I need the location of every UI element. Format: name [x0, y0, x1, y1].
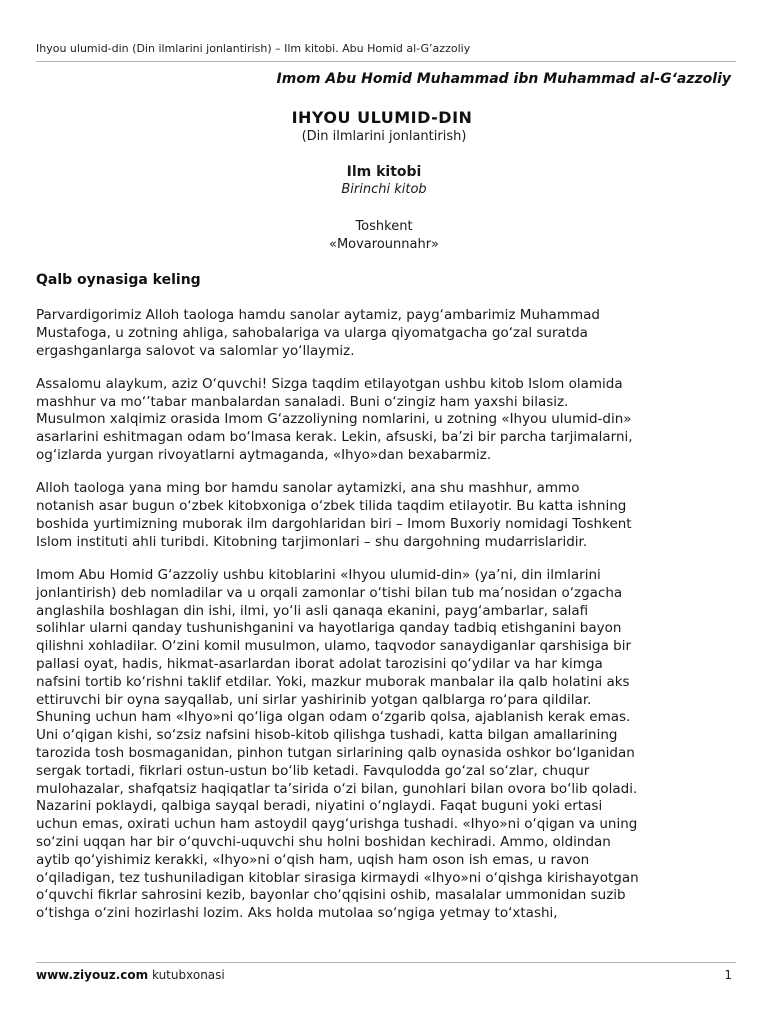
text-line: so‘zini uqqan har bir o‘quvchi-uquvchi shu holni boshidan kechiradi. Ammo, oldindan: [36, 834, 611, 851]
text-line: Imom Abu Homid G‘azzoliy ushbu kitoblarini «Ihyou ulumid-din» (ya’ni, din ilmlarini: [36, 567, 601, 584]
paragraph: [36, 480, 736, 551]
text-line: Shuning uchun ham «Ihyo»ni qo‘liga olgan odam o‘zgarib qolsa, ajablanish kerak emas.: [36, 709, 631, 726]
paragraph: [36, 567, 736, 923]
text-line: mashhur va mo‘’tabar manbalardan sanaladi. Buni o‘zingiz ham yaxshi bilasiz.: [36, 393, 569, 410]
section-heading: Qalb oynasiga keling: [36, 272, 201, 288]
text-line: solihlar ularni qanday tushunishganini va hayotlariga qanday tadbiq etishganini bayon: [36, 620, 622, 637]
book-subtitle: (Din ilmlarini jonlantirish): [301, 129, 467, 144]
paragraph: [36, 376, 736, 465]
text-line: o‘quvchi fikrlar sahrosini kezib, bayonlar cho‘qqisini oshib, masalalar ummonidan suzib: [36, 887, 626, 904]
text-line: o‘tishga o‘zini hozirlashi lozim. Aks holda mutolaa so‘ngiga yetmay to‘xtashi,: [36, 905, 558, 922]
author-name: Imom Abu Homid Muhammad ibn Muhammad al-G‘azzoliy: [276, 71, 731, 87]
publication-city: Toshkent: [355, 219, 413, 234]
text-line: Assalomu alaykum, aziz O‘quvchi! Sizga taqdim etilayotgan ushbu kitob Islom olamida: [36, 375, 623, 392]
text-line: ergashganlarga salovot va salomlar yo‘llaymiz.: [36, 342, 355, 359]
page-footer: [36, 962, 736, 983]
text-line: Musulmon xalqimiz orasida Imom G‘azzoliyning nomlarini, u zotning «Ihyou ulumid-din»: [36, 411, 632, 428]
running-header: [36, 41, 736, 62]
text-line: pallasi oyat, hadis, hikmat-asarlardan iborat adolat tarozisini qo‘ydilar va har kimga: [36, 656, 603, 673]
text-line: Islom instituti ahli turibdi. Kitobning tarjimonlari – shu dargohning mudarrislaridir.: [36, 533, 588, 550]
text-line: aytib qo‘yishimiz kerakki, «Ihyo»ni o‘qish ham, uqish ham oson ish emas, u ravon: [36, 851, 590, 868]
text-line: mulohazalar, shafqatsiz haqiqatlar ta’sirida o‘zi bilan, gunohlari bilan ovora bo‘lib qoladi.: [36, 780, 638, 797]
text-line: uchun emas, oxirati uchun ham astoydil qayg‘urishga tushadi. «Ihyo»ni o‘qigan va uning: [36, 816, 638, 833]
running-title: Ihyou ulumid-din (Din ilmlarini jonlantirish) – Ilm kitobi. Abu Homid al-G’azzoliy: [36, 42, 471, 55]
text-line: anglashila boshlagan din ishi, ilmi, yo‘li asli qanaqa ekanini, payg‘ambarlar, salafi: [36, 602, 589, 619]
text-line: notanish asar bugun o‘zbek kitobxoniga o‘zbek tilida taqdim etilayotir. Bu katta ishning: [36, 498, 627, 515]
book-title: IHYOU ULUMID-DIN: [291, 108, 473, 127]
text-line: asarlarini eshitmagan odam bo‘lmasa kerak. Lekin, afsuski, ba’zi bir parcha tarjimalarni,: [36, 429, 633, 446]
paragraph: [36, 307, 736, 360]
footer-site-link[interactable]: www.ziyouz.com: [36, 968, 149, 982]
text-line: Parvardigorimiz Alloh taologa hamdu sanolar aytamiz, payg‘ambarimiz Muhammad: [36, 307, 600, 323]
body-text: [36, 307, 736, 939]
publisher-name: «Movarounnahr»: [328, 237, 440, 252]
text-line: ettiruvchi bir oyna sayqallab, uni sirlar yashirinib yotgan qalblarga ro‘para qildilar.: [36, 691, 592, 708]
text-line: Alloh taologa yana ming bor hamdu sanolar aytamizki, ana shu mashhur, ammo: [36, 480, 580, 497]
text-line: tarozida tosh bosmaganidan, pinhon tutgan sirlarining qalb oynasida oshkor bo‘lganidan: [36, 745, 635, 762]
text-line: og‘izlarda yurgan rivoyatlarni aytmaganda, «Ihyo»dan bexabarmiz.: [36, 447, 492, 464]
volume-number: Birinchi kitob: [341, 182, 427, 197]
volume-name: Ilm kitobi: [346, 164, 422, 180]
page-number: 1: [724, 968, 732, 982]
text-line: Nazarini poklaydi, qalbiga sayqal beradi, niyatini o‘nglaydi. Faqat buguni yoki ertasi: [36, 798, 603, 815]
text-line: Mustafoga, u zotning ahliga, sahobalariga va ularga qiyomatgacha go‘zal suratda: [36, 324, 588, 341]
text-line: boshida yurtimizning muborak ilm dargohlaridan biri – Imom Buxoriy nomidagi Toshkent: [36, 515, 632, 532]
text-line: qilishni xohladilar. O‘zini komil musulmon, ulamo, taqvodor sanaydiganlar qarshisiga bir: [36, 638, 632, 655]
text-line: o‘qiladigan, tez tushuniladigan kitoblar sirasiga kirmaydi «Ihyo»ni o‘qishga kirishayotgan: [36, 869, 639, 886]
text-line: sergak tortadi, fikrlari ostun-ustun bo‘lib ketadi. Favqulodda go‘zal so‘zlar, chuqur: [36, 762, 590, 779]
text-line: nafsini tortib ko‘rishni taklif etdilar. Yoki, mazkur muborak manbalar ila qalb holatini aks: [36, 673, 630, 690]
footer-label: kutubxonasi: [152, 968, 225, 982]
text-line: Uni o‘qigan kishi, so‘zsiz nafsini hisob-kitob qilishga tushadi, katta bilgan amallarining: [36, 727, 618, 744]
text-line: jonlantirish) deb nomladilar va u orqali zamonlar o‘tishi bilan tub ma’nosidan o‘zgacha: [36, 584, 623, 601]
